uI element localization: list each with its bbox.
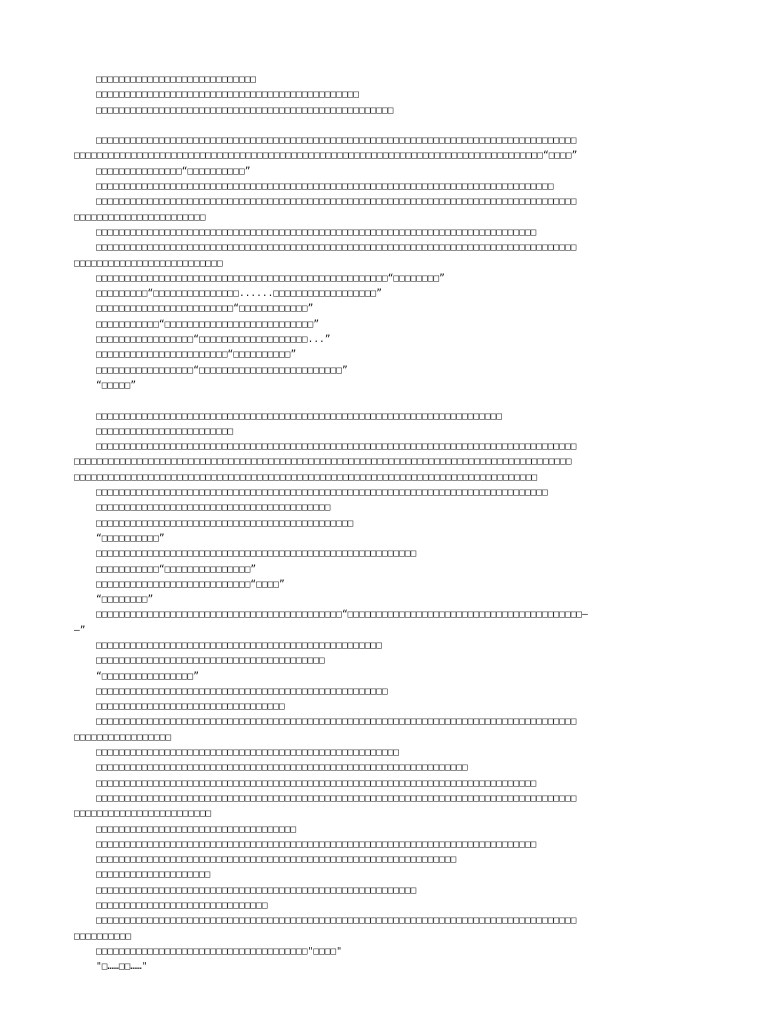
text-line: “□□□□□” xyxy=(96,379,137,391)
text-line: □□□□□□□□□□□“□□□□□□□□□□□□□□□□□□□□□□□□□□” xyxy=(96,318,320,330)
text-line: □□□□□□□□□□□□□□□□□□□□□□□□□□□□□□□□□□□□□□□□□□□□□□□□□□□□ xyxy=(96,104,394,116)
text-line: □□□□□□□□□□□□□□□□□□□□□□□□□□□□□□□□□□□□□□□□□□□□□□□□□□□□□□□□□□□□□□□□□□□□□□□□□□□□□□□ xyxy=(96,487,548,499)
text-line: □□□□□□□□□□□□□□□□□□□□□□□□□□□□□□□□□□□□□□□□□□□□□□□□□□□□□□□□ xyxy=(96,548,417,560)
text-line: □□□□□□□□□“□□□□□□□□□□□□□□□......□□□□□□□□□□□□□□□□□□” xyxy=(96,288,382,300)
text-line: □□□□□□□□□□□□□□□□□□□□□□□□□□□□□□□□□□□□□"□□□□" xyxy=(96,945,342,957)
text-line: □□□□□□□□□□□□□□□□□□□□□□□□□□□□□□□□□□□□□□□□□ xyxy=(96,502,331,514)
text-line: □□□□□□□□□□□□□□□□□□□□□□□□□□□□□□□□□□□□□□□□□□□□□□□□□□□□□□□□□□□□□□□□□ xyxy=(96,762,468,774)
text-line: □□□□□□□□□□□□□□□□□□□□□□□□□□□□□□□□□□□□□□□□□□□□□□□□□□□□□□□□□□□□□□□□□□□□□□□□□□□□□□□□□□□□ xyxy=(96,915,577,927)
text-line: □□□□□□□□□□□□□□□□□□□□□□□□□□□□□□□□□□□□□□□□□□□“□□□□□□□□□□□□□□□□□□□□□□□□□□□□□□□□□□□□□□□□□— xyxy=(96,609,588,621)
text-line: □□□□□□□□□□□□□□□□□□□□□□□□□□□□ xyxy=(96,74,257,85)
text-line: □□□□□□□□□□□□□□□□□□□□□□□□□□□□□□□□□ xyxy=(96,701,285,713)
paragraph-gap xyxy=(74,118,702,133)
text-line: □□□□□□□□□□□□□□□□□□□□□□□□□□□□□□ xyxy=(96,900,268,912)
text-line: □□□□□□□□□□□□□□□□□□□□□□□□□□□□□□□□□□□□□□□□□□□□□□□□□□□□□□□□□□□□□□□□□□□□□□□□□□□□□□□□□ xyxy=(74,471,538,483)
text-line: “□□□□□□□□□□□□□□□□” xyxy=(96,670,199,682)
text-line: □□□□□□□□□□□□□□□□□□□□□□□□□□□□□□□□□□□□□□□□□□□□□□□□□□□□□□□□□□□□□□□ xyxy=(96,854,457,866)
text-line: □□□□□□□□□□□□□□□□□□□□□□□□“□□□□□□□□□□□□” xyxy=(96,303,314,315)
text-line: □□□□□□□□□□□“□□□□□□□□□□□□□□□” xyxy=(96,563,257,575)
text-line: □□□□□□□□□□□□□□□□□□□□□□□□□□□□□□□□□□□□□□□□□□□□□□□□□□□□□□□□□□□□□□□□□□□□□□□ xyxy=(96,410,503,422)
text-line: □□□□□□□□□□□□□□□□□□□□□□□□□□□□□□□□□□□□□□□□□□□□□□□□□□□□□□□□□□□□□□□□□□□□□□□□□□□□□□□□ xyxy=(96,181,554,193)
paragraph xyxy=(74,409,702,975)
text-line: □□□□□□□□□□□□□□□□□□□□□□□“□□□□□□□□□□” xyxy=(96,349,297,361)
text-line: □□□□□□□□□□□□□□□□□□□□□□□□□□ xyxy=(74,257,223,269)
text-line: □□□□□□□□□□□□□□□□□□□□□□□□□□□“□□□□” xyxy=(96,578,285,590)
text-line: □□□□□□□□□□□□□□□□□□□□□□□□□□□□□□□□□□□□□□□□□□□□□□□□□□□□□□□□□□□□□□□□□□□□□□□□□□□□□□□□□□□□ xyxy=(96,441,577,453)
text-line: □□□□□□□□□□□□□□□□□□□□□□□□□□□□□□□□□□□□□□□□□□□□□□□□□□□□□□□□□□□□□□□□□□□□□□□□□□□□□□□□□□“□□□□” xyxy=(74,150,578,162)
text-line: □□□□□□□□□□□□□□□□□□□□□□□□□□□□□□□□□□□□□□□□□□□□□□□□□□□□□□□□□□□□□□□□□□□□□□□□□□□□□□□□□□□□□□□ xyxy=(74,456,572,468)
text-line: □□□□□□□□□□□□□□□□□□□□□□□□□□□□□□□□□□□□□□□□□□□□□□□□□□□□□□□□□□□□□□□□□□□□□□□□□□□□□□□□□□□□ xyxy=(96,135,577,147)
text-line: □□□□□□□□□□□□□□□□□□□□□□□□□□□□□□□□□□□□□□□□□□□□□ xyxy=(96,517,354,529)
text-line: □□□□□□□□□□□□□□□□□□□□□□□□□□□□□□□□□□□□□□□□□□□□□□□□□□□□□□□□□□□□□□□□□□□□□□□□□□□□□□□□□□□□ xyxy=(96,716,577,728)
text-line: □□□□□□□□□□□□□□□□□□□□□□□ xyxy=(74,211,206,223)
text-line: “□□□□□□□□□□” xyxy=(96,532,165,544)
text-line: □□□□□□□□□□□□□□□□□□□□□□□□□□□□□□□□□□□□□□□□□□□□□□□□□□□□□□□□□□□□□□□□□□□□□□□□□□□□□□□□□□□□ xyxy=(96,792,577,804)
text-line: □□□□□□□□□□□□□□□□□□□□□□□□□□□□□□□□□□□□□□□□ xyxy=(96,655,325,667)
text-line: □□□□□□□□□□□□□□□□□□□□□□□□□□□□□□□□□□□□□□□□□□□□□□□□□□□“□□□□□□□□” xyxy=(96,272,445,284)
text-line: □□□□□□□□□□□□□□□□□□□□□□□□□□□□□□□□□□□□□□□□□□□□□□ xyxy=(96,89,360,101)
text-line: □□□□□□□□□□□□□□□“□□□□□□□□□□” xyxy=(96,165,251,177)
text-line: □□□□□□□□□□□□□□□□□□□□□□□□□□□□□□□□□□□□□□□□□□□□□□□□□□□□□ xyxy=(96,747,400,759)
text-line: —” xyxy=(74,624,86,636)
text-line: □□□□□□□□□□□□□□□□□“□□□□□□□□□□□□□□□□□□□□□□□□□” xyxy=(96,364,348,376)
text-line: □□□□□□□□□□□□□□□□□□□□□□□□□□□□□□□□□□□ xyxy=(96,823,297,835)
text-line: □□□□□□□□□□□□□□□□□□□□□□□□□□□□□□□□□□□□□□□□□□□□□□□□□□□□□□□□□□□□□□□□□□□□□□□□□□□□□ xyxy=(96,777,537,789)
text-line: □□□□□□□□□□□□□□□□□□□□□□□□□□□□□□□□□□□□□□□□□□□□□□□□□□□ xyxy=(96,685,388,697)
paragraph-gap xyxy=(74,393,702,408)
text-line: □□□□□□□□□□□□□□□□□□□□□□□□□□□□□□□□□□□□□□□□□□□□□□□□□□□□□□□□□□□□□□□□□□□□□□□□□□□□□ xyxy=(96,226,537,238)
text-line: □□□□□□□□□□ xyxy=(74,930,132,942)
text-line: □□□□□□□□□□□□□□□□□□□□□□□□□□□□□□□□□□□□□□□□□□□□□□□□□□□□□□□□ xyxy=(96,884,417,896)
text-line: □□□□□□□□□□□□□□□□□□□□□□□□□□□□□□□□□□□□□□□□□□□□□□□□□□ xyxy=(96,639,382,651)
text-line: □□□□□□□□□□□□□□□□□“□□□□□□□□□□□□□□□□□□□...” xyxy=(96,334,331,346)
paragraph xyxy=(74,133,702,393)
document-page xyxy=(74,72,702,975)
paragraph xyxy=(74,72,702,118)
text-line: □□□□□□□□□□□□□□□□□□□□□□□□ xyxy=(96,425,234,437)
text-line: □□□□□□□□□□□□□□□□□□□□ xyxy=(96,869,211,881)
text-line: □□□□□□□□□□□□□□□□□□□□□□□□□□□□□□□□□□□□□□□□□□□□□□□□□□□□□□□□□□□□□□□□□□□□□□□□□□□□□□□□□□□□ xyxy=(96,196,577,208)
text-line: "□……□□……" xyxy=(96,961,148,973)
text-line: □□□□□□□□□□□□□□□□□□□□□□□□□□□□□□□□□□□□□□□□□□□□□□□□□□□□□□□□□□□□□□□□□□□□□□□□□□□□□ xyxy=(96,838,537,850)
text-line: “□□□□□□□□” xyxy=(96,594,154,606)
text-line: □□□□□□□□□□□□□□□□□□□□□□□□□□□□□□□□□□□□□□□□□□□□□□□□□□□□□□□□□□□□□□□□□□□□□□□□□□□□□□□□□□□□ xyxy=(96,242,577,254)
text-line: □□□□□□□□□□□□□□□□□ xyxy=(74,731,172,743)
text-line: □□□□□□□□□□□□□□□□□□□□□□□□ xyxy=(74,808,212,820)
